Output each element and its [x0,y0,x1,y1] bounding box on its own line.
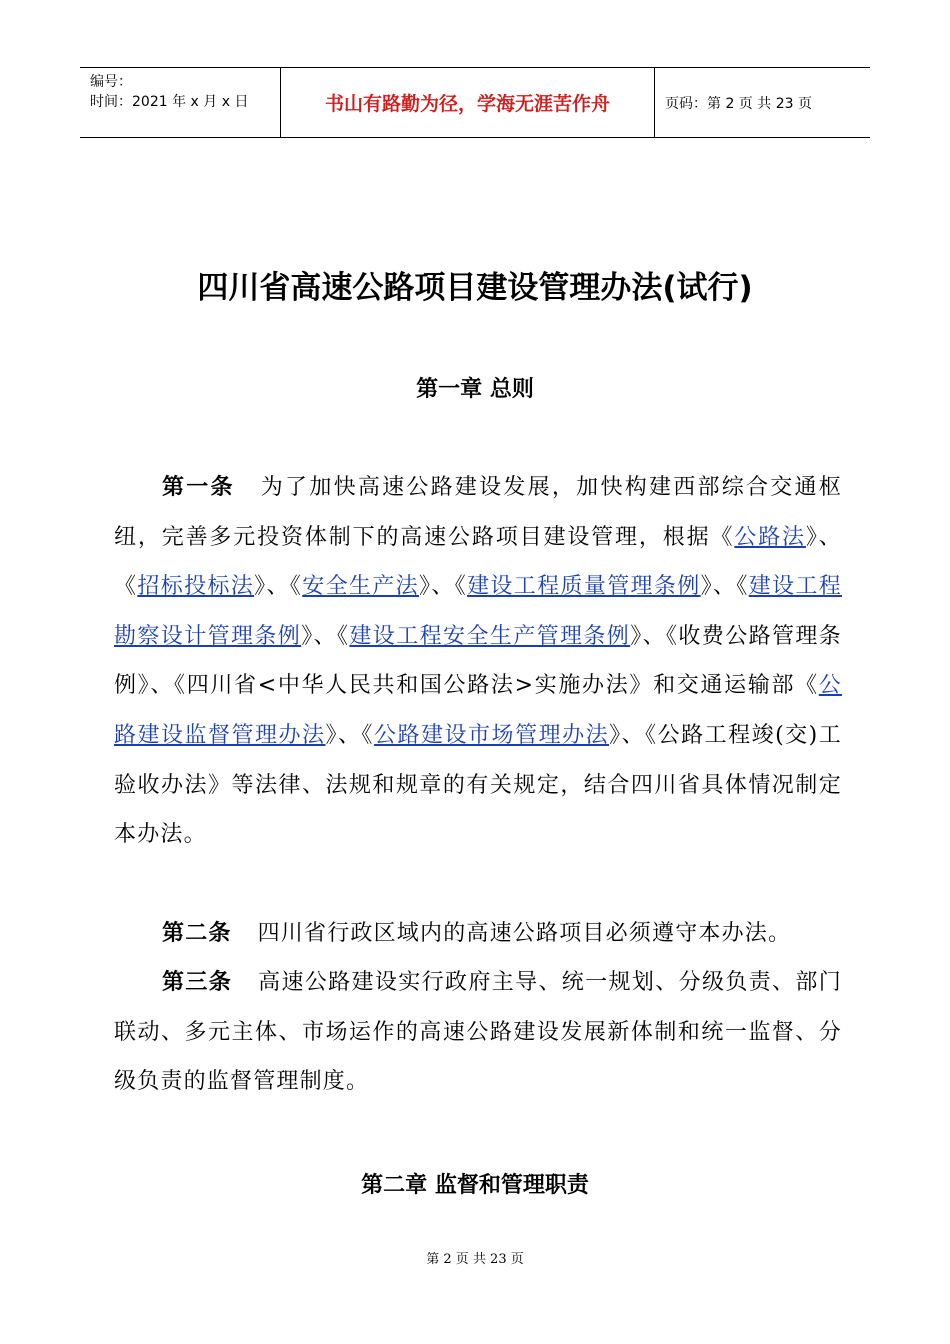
article-1-text: 为了加快高速公路建设发展，加快构建西部综合交通枢纽，完善多元投资体制下的高速公路项目建设管理，根据 [114,475,842,550]
article-3-text: 高速公路建设实行政府主导、统一规划、分级负责、部门联动、多元主体、市场运作的高速公路建设发展新体制和统一监督、分级负责的监督管理制度。 [114,970,842,1095]
chapter-heading-2: 第二章 监督和管理职责 [361,1173,589,1198]
punct: 》、《 [114,524,842,600]
time-label: 时间：2021 年 x 月 x 日 [90,94,249,110]
link-quality-regulation[interactable]: 建设工程质量管理条例 [467,574,701,600]
link-survey-design-regulation[interactable]: 建设工程勘察设计管理条例 [114,574,842,649]
number-label: 编号： [90,74,132,90]
link-safety-law[interactable]: 安全生产法 [302,574,419,600]
article-1 [114,463,842,860]
page-header [80,67,870,138]
link-bidding-law[interactable]: 招标投标法 [137,574,255,600]
punct: 》、《 [254,574,303,600]
punct: 》、《 [325,722,375,748]
article-3-label: 第三条 [162,970,233,995]
punct: 《 [710,524,735,550]
link-safety-production-regulation[interactable]: 建设工程安全生产管理条例 [349,623,631,649]
chapter-heading-1: 第一章 总则 [416,377,534,402]
article-3 [114,958,842,1107]
header-motto: 书山有路勤为径，学海无涯苦作舟 [281,68,655,137]
article-2 [114,909,842,959]
punct: 》、《 [700,574,749,600]
article-2-label: 第二条 [162,921,232,946]
punct: 》、《 [301,623,350,649]
article-2-text: 四川省行政区域内的高速公路项目必须遵守本办法。 [257,921,792,946]
link-highway-law[interactable]: 公路法 [734,524,806,550]
page-footer: 第 2 页 共 23 页 [426,1252,524,1267]
header-page-label: 页码：第 2 页 共 23 页 [665,95,812,112]
article-1-text-end: 》、《公路工程竣(交)工验收办法》等法律、法规和规章的有关规定，结合四川省具体情况制定本办法。 [114,722,842,848]
article-1-text-middle: 》、《收费公路管理条例》、《四川省<中华人民共和国公路法>实施办法》和交通运输部《 [114,623,842,699]
punct: 》、《 [419,574,468,600]
article-1-label: 第一条 [162,475,235,500]
document-title: 四川省高速公路项目建设管理办法(试行) [197,270,753,306]
link-market-measures[interactable]: 公路建设市场管理办法 [374,722,610,748]
link-supervision-measures[interactable]: 公路建设监督管理办法 [114,673,842,748]
header-meta [80,68,281,137]
